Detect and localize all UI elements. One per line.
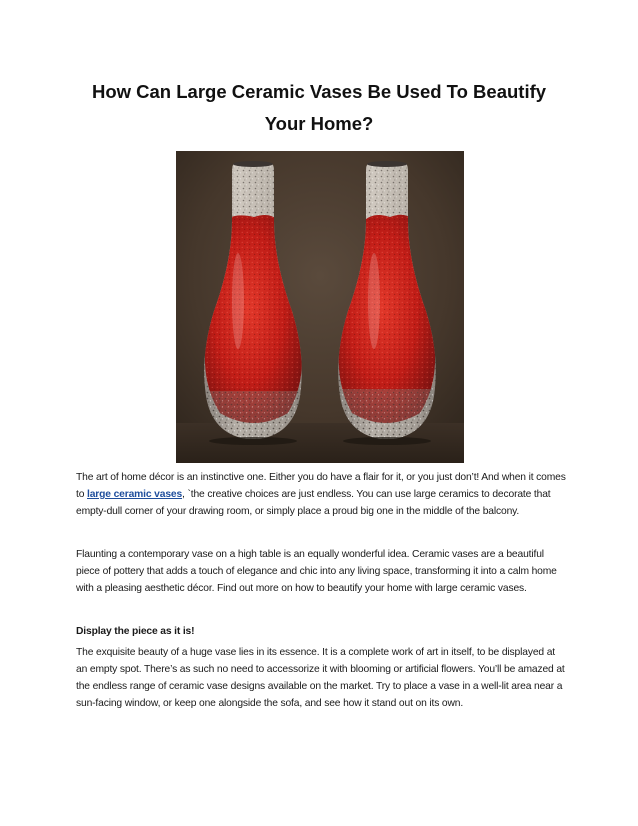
large-ceramic-vases-link[interactable]: large ceramic vases [87,489,183,500]
paragraph-flaunting: Flaunting a contemporary vase on a high table is an equally wonderful idea. Ceramic vases are a beautiful piece of pottery that adds a touch of elegance and chic into any living space, transforming it into a calm home with a pleasing aesthetic décor. Find out more on how to beautify your home with large ceramic vases. [76,549,557,594]
paragraph-intro-text-end: , `the creative choices are just endless. You can use large ceramics to decorate that empty-dull corner of your drawing room, or simply place a proud big one in the middle of the balcony. [76,489,551,517]
paragraph-intro [76,469,568,520]
page-title: How Can Large Ceramic Vases Be Used To Beautify Your Home? [91,81,547,134]
paragraph-display: The exquisite beauty of a huge vase lies in its essence. It is a complete work of art in itself, to be displayed at an empty spot. There’s as such no need to accessorize it with blooming or artificial flowers. You’ll be amazed at the endless range of ceramic vase designs available on the market. Try to place a vase in a well-lit area near a sun-facing window, or keep one alongside the sofa, and see how it stand out on its own. [76,647,565,709]
subheading-display: Display the piece as it is! [76,626,195,637]
paragraph-intro-text-start: The art of home décor is an instinctive one. Either you do have a flair for it, or you just don’t! And when it comes to [76,472,566,500]
vases-photo [176,151,464,463]
vases-image [176,151,464,463]
